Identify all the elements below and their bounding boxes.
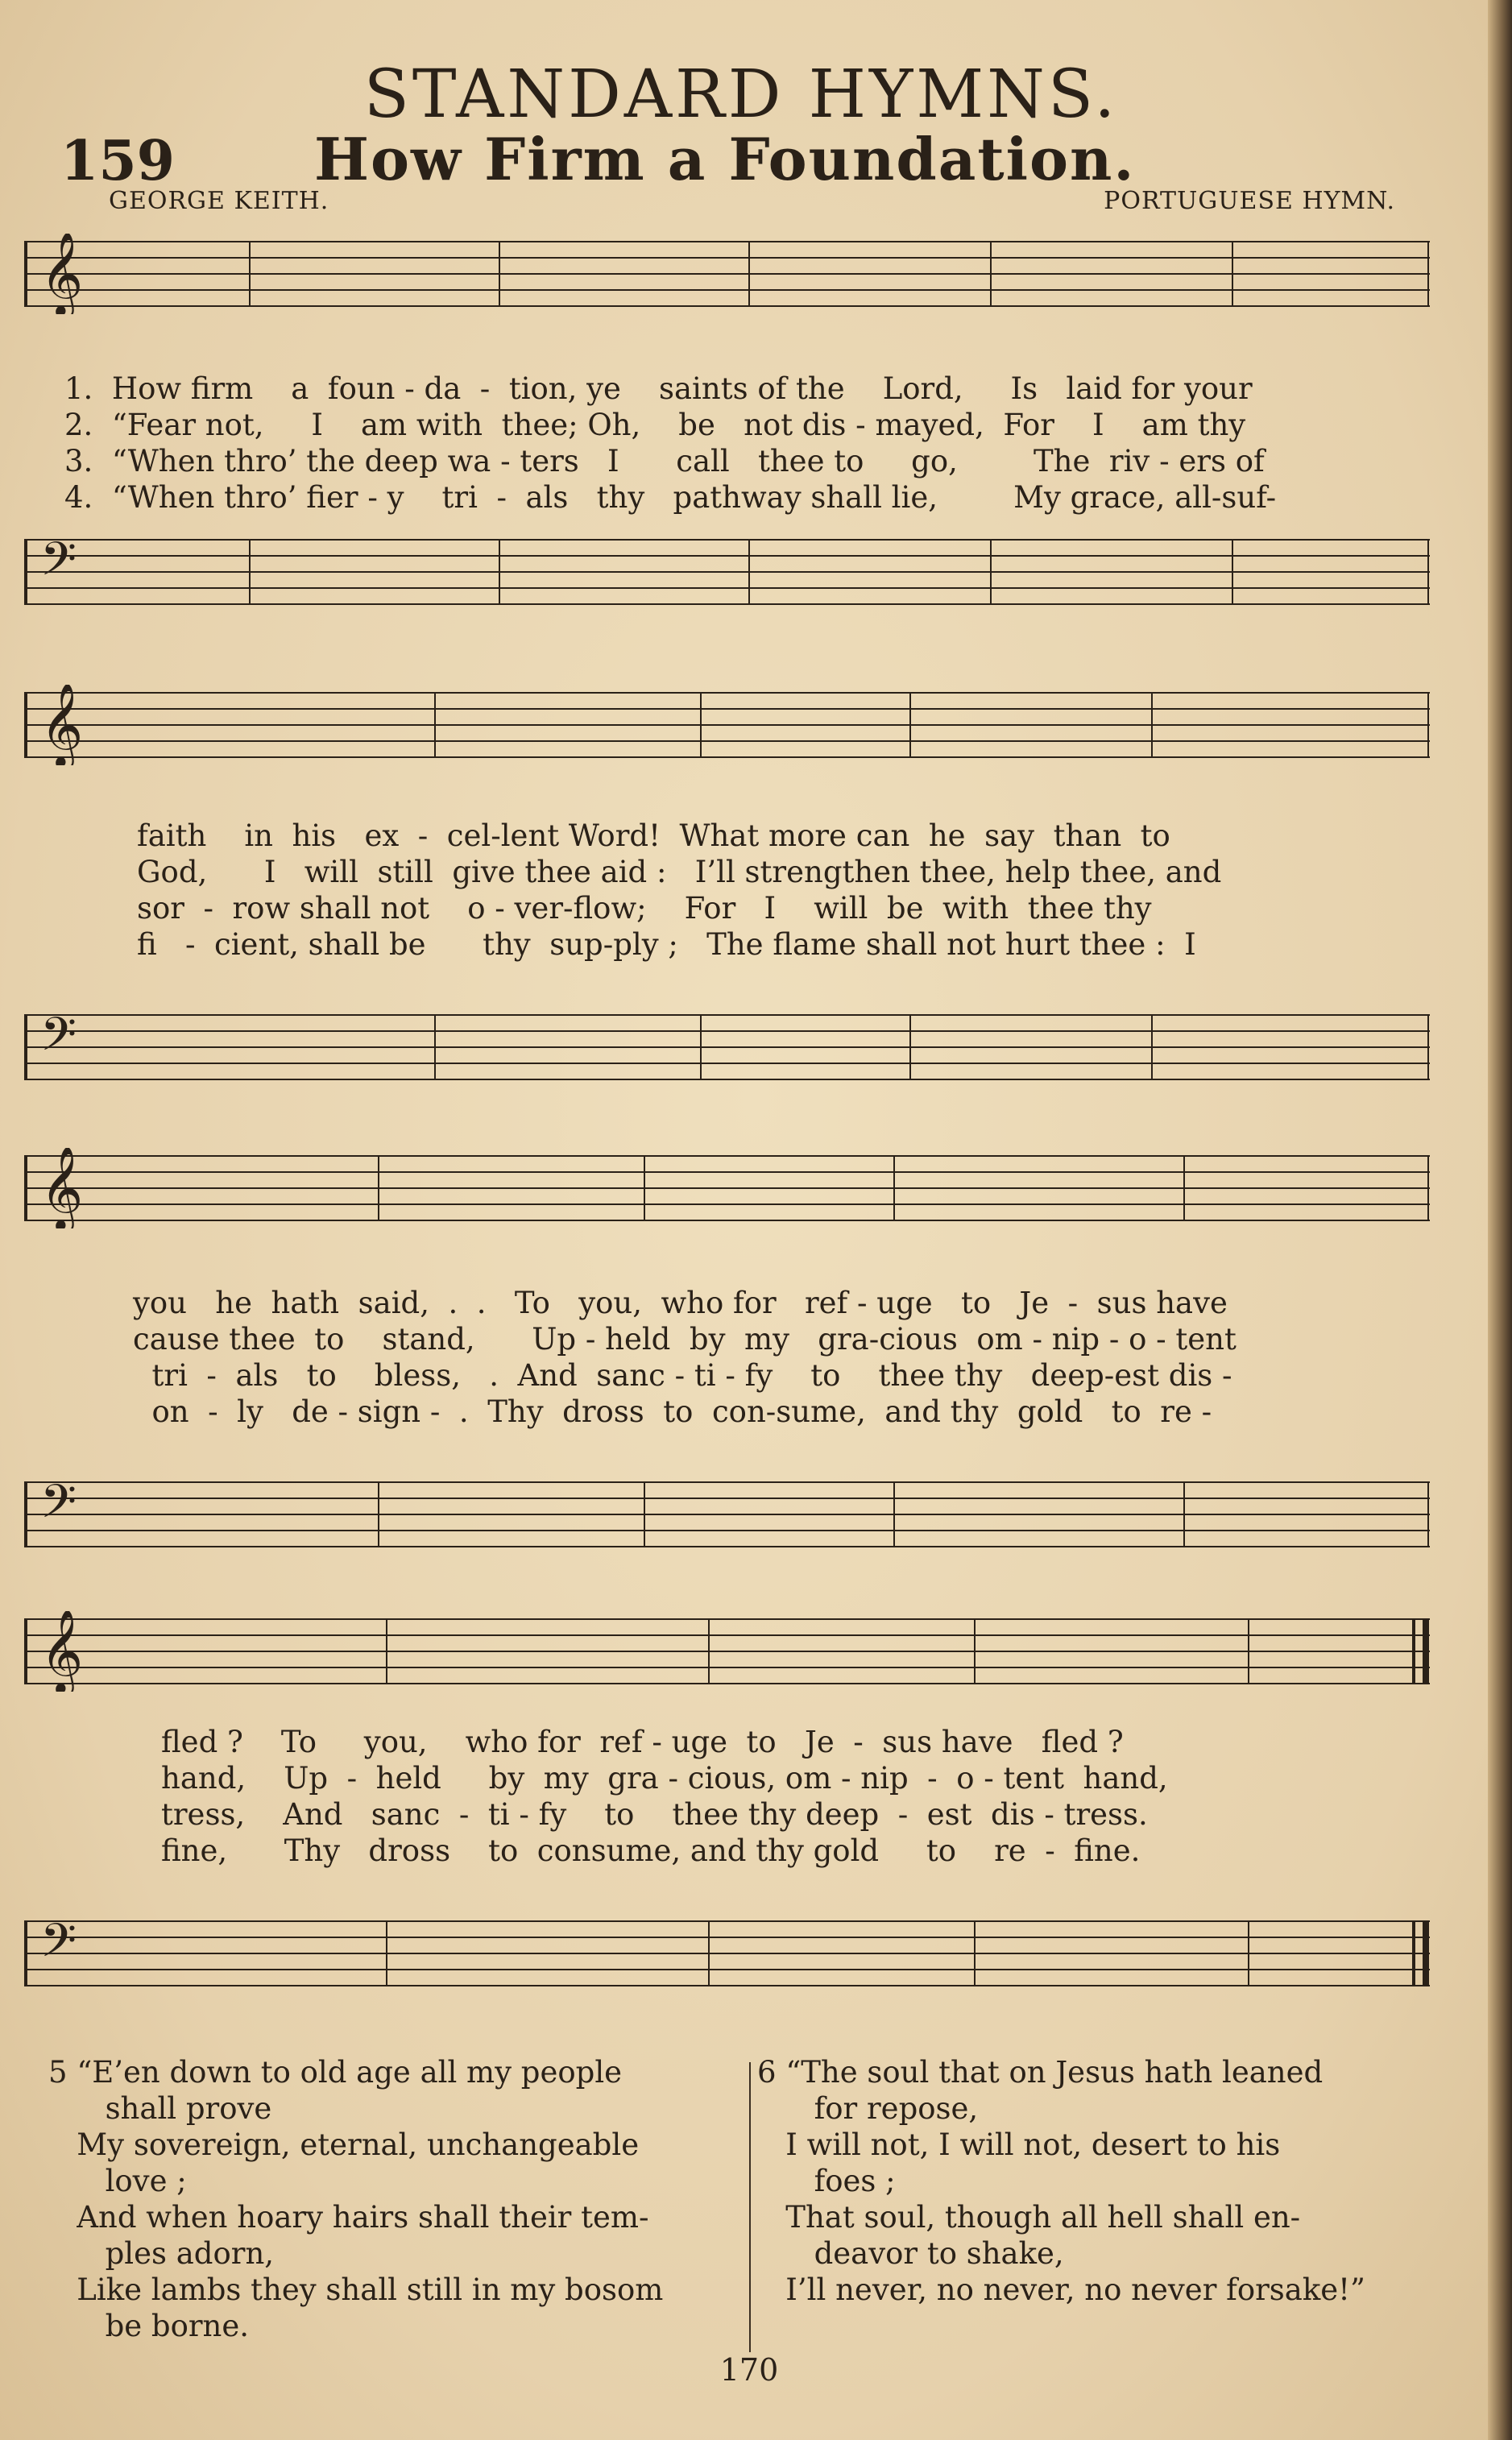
lyrics-block-4: [161, 1724, 1512, 1869]
svg-text:𝄢: 𝄢: [40, 1913, 77, 1979]
treble-staff-4: [24, 1611, 1430, 1692]
lyric-line: you he hath said, . . To you, who for ref - uge to Je - sus have: [133, 1286, 1228, 1320]
verse-line: And when hoary hairs shall their tem-: [48, 2200, 649, 2235]
verse-number: 5: [48, 2055, 68, 2090]
lyric-line: fine, Thy dross to consume, and thy gold to re - fine.: [161, 1833, 1141, 1868]
treble-staff-1: [24, 234, 1430, 314]
verse-line: Like lambs they shall still in my bosom: [48, 2272, 664, 2307]
verse-5: [48, 2054, 741, 2344]
lyric-line: sor - row shall not o - ver-flow; For I will be with thee thy: [137, 891, 1152, 926]
svg-text:𝄢: 𝄢: [40, 1007, 77, 1073]
verse-line: for repose,: [757, 2091, 979, 2126]
svg-text:𝄞: 𝄞: [40, 234, 84, 314]
lyric-line: 1. How firm a foun - da - tion, ye saints of the Lord, Is laid for your: [64, 371, 1253, 406]
bass-staff-1: [24, 532, 1430, 612]
lyric-line: faith in his ex - cel-lent Word! What more can he say than to: [137, 818, 1170, 853]
verse-line: I will not, I will not, desert to his: [757, 2127, 1281, 2162]
hymn-tune: PORTUGUESE HYMN.: [1104, 187, 1395, 215]
verse-number: 6: [757, 2055, 777, 2090]
lyric-line: cause thee to stand, Up - held by my gra-cious om - nip - o - tent: [133, 1322, 1237, 1357]
lyric-line: on - ly de - sign - . Thy dross to con-sume, and thy gold to re -: [133, 1394, 1212, 1429]
lyric-line: fi - cient, shall be thy sup-ply ; The flame shall not hurt thee : I: [137, 927, 1196, 962]
svg-text:𝄢: 𝄢: [40, 1474, 77, 1540]
bass-staff-4: [24, 1913, 1430, 1994]
svg-text:𝄞: 𝄞: [40, 1611, 84, 1692]
hymn-title: How Firm a Foundation.: [314, 125, 1136, 193]
lyric-line: 4. “When thro’ fier - y tri - als thy pathway shall lie, My grace, all-suf-: [64, 480, 1277, 515]
verse-line: “The soul that on Jesus hath leaned: [785, 2055, 1324, 2090]
verse-line: ples adorn,: [48, 2236, 275, 2271]
page-header: STANDARD HYMNS.: [363, 56, 1119, 133]
bass-staff-3: [24, 1474, 1430, 1555]
svg-text:𝄢: 𝄢: [40, 532, 77, 598]
lyric-line: hand, Up - held by my gra - cious, om - nip - o - tent hand,: [161, 1761, 1168, 1796]
verse-6: [757, 2054, 1450, 2308]
hymn-author: GEORGE KEITH.: [109, 187, 329, 215]
lyric-line: tress, And sanc - ti - fy to thee thy deep - est dis - tress.: [161, 1797, 1148, 1832]
lyric-line: fled ? To you, who for ref - uge to Je - sus have fled ?: [161, 1725, 1124, 1759]
lyrics-block-1: [64, 371, 1434, 516]
lyrics-block-3: [133, 1285, 1502, 1430]
lyric-line: 3. “When thro’ the deep wa - ters I call thee to go, The riv - ers of: [64, 444, 1265, 478]
verse-line: I’ll never, no never, no never forsake!”: [757, 2272, 1365, 2307]
bass-staff-2: [24, 1007, 1430, 1087]
hymn-number: 159: [60, 129, 175, 193]
treble-staff-2: [24, 685, 1430, 765]
page-number: 170: [719, 2352, 779, 2388]
lyric-line: 2. “Fear not, I am with thee; Oh, be not dis - mayed, For I am thy: [64, 408, 1246, 442]
lyric-line: God, I will still give thee aid : I’ll strengthen thee, help thee, and: [137, 855, 1222, 889]
verse-line: shall prove: [48, 2091, 272, 2126]
verse-line: My sovereign, eternal, unchangeable: [48, 2127, 640, 2162]
verse-line: That soul, though all hell shall en-: [757, 2200, 1301, 2235]
treble-staff-3: [24, 1148, 1430, 1228]
verse-divider: [749, 2062, 751, 2352]
svg-text:𝄞: 𝄞: [40, 1148, 84, 1228]
verse-line: deavor to shake,: [757, 2236, 1064, 2271]
verse-line: foes ;: [757, 2164, 896, 2198]
verse-line: be borne.: [48, 2309, 250, 2343]
book-spine: [1488, 0, 1512, 2440]
lyrics-block-2: [137, 818, 1506, 963]
lyric-line: tri - als to bless, . And sanc - ti - fy to thee thy deep-est dis -: [133, 1358, 1232, 1393]
verse-line: love ;: [48, 2164, 187, 2198]
verse-line: “E’en down to old age all my people: [77, 2055, 623, 2090]
svg-text:𝄞: 𝄞: [40, 685, 84, 765]
extra-verses: [48, 2054, 1434, 2360]
